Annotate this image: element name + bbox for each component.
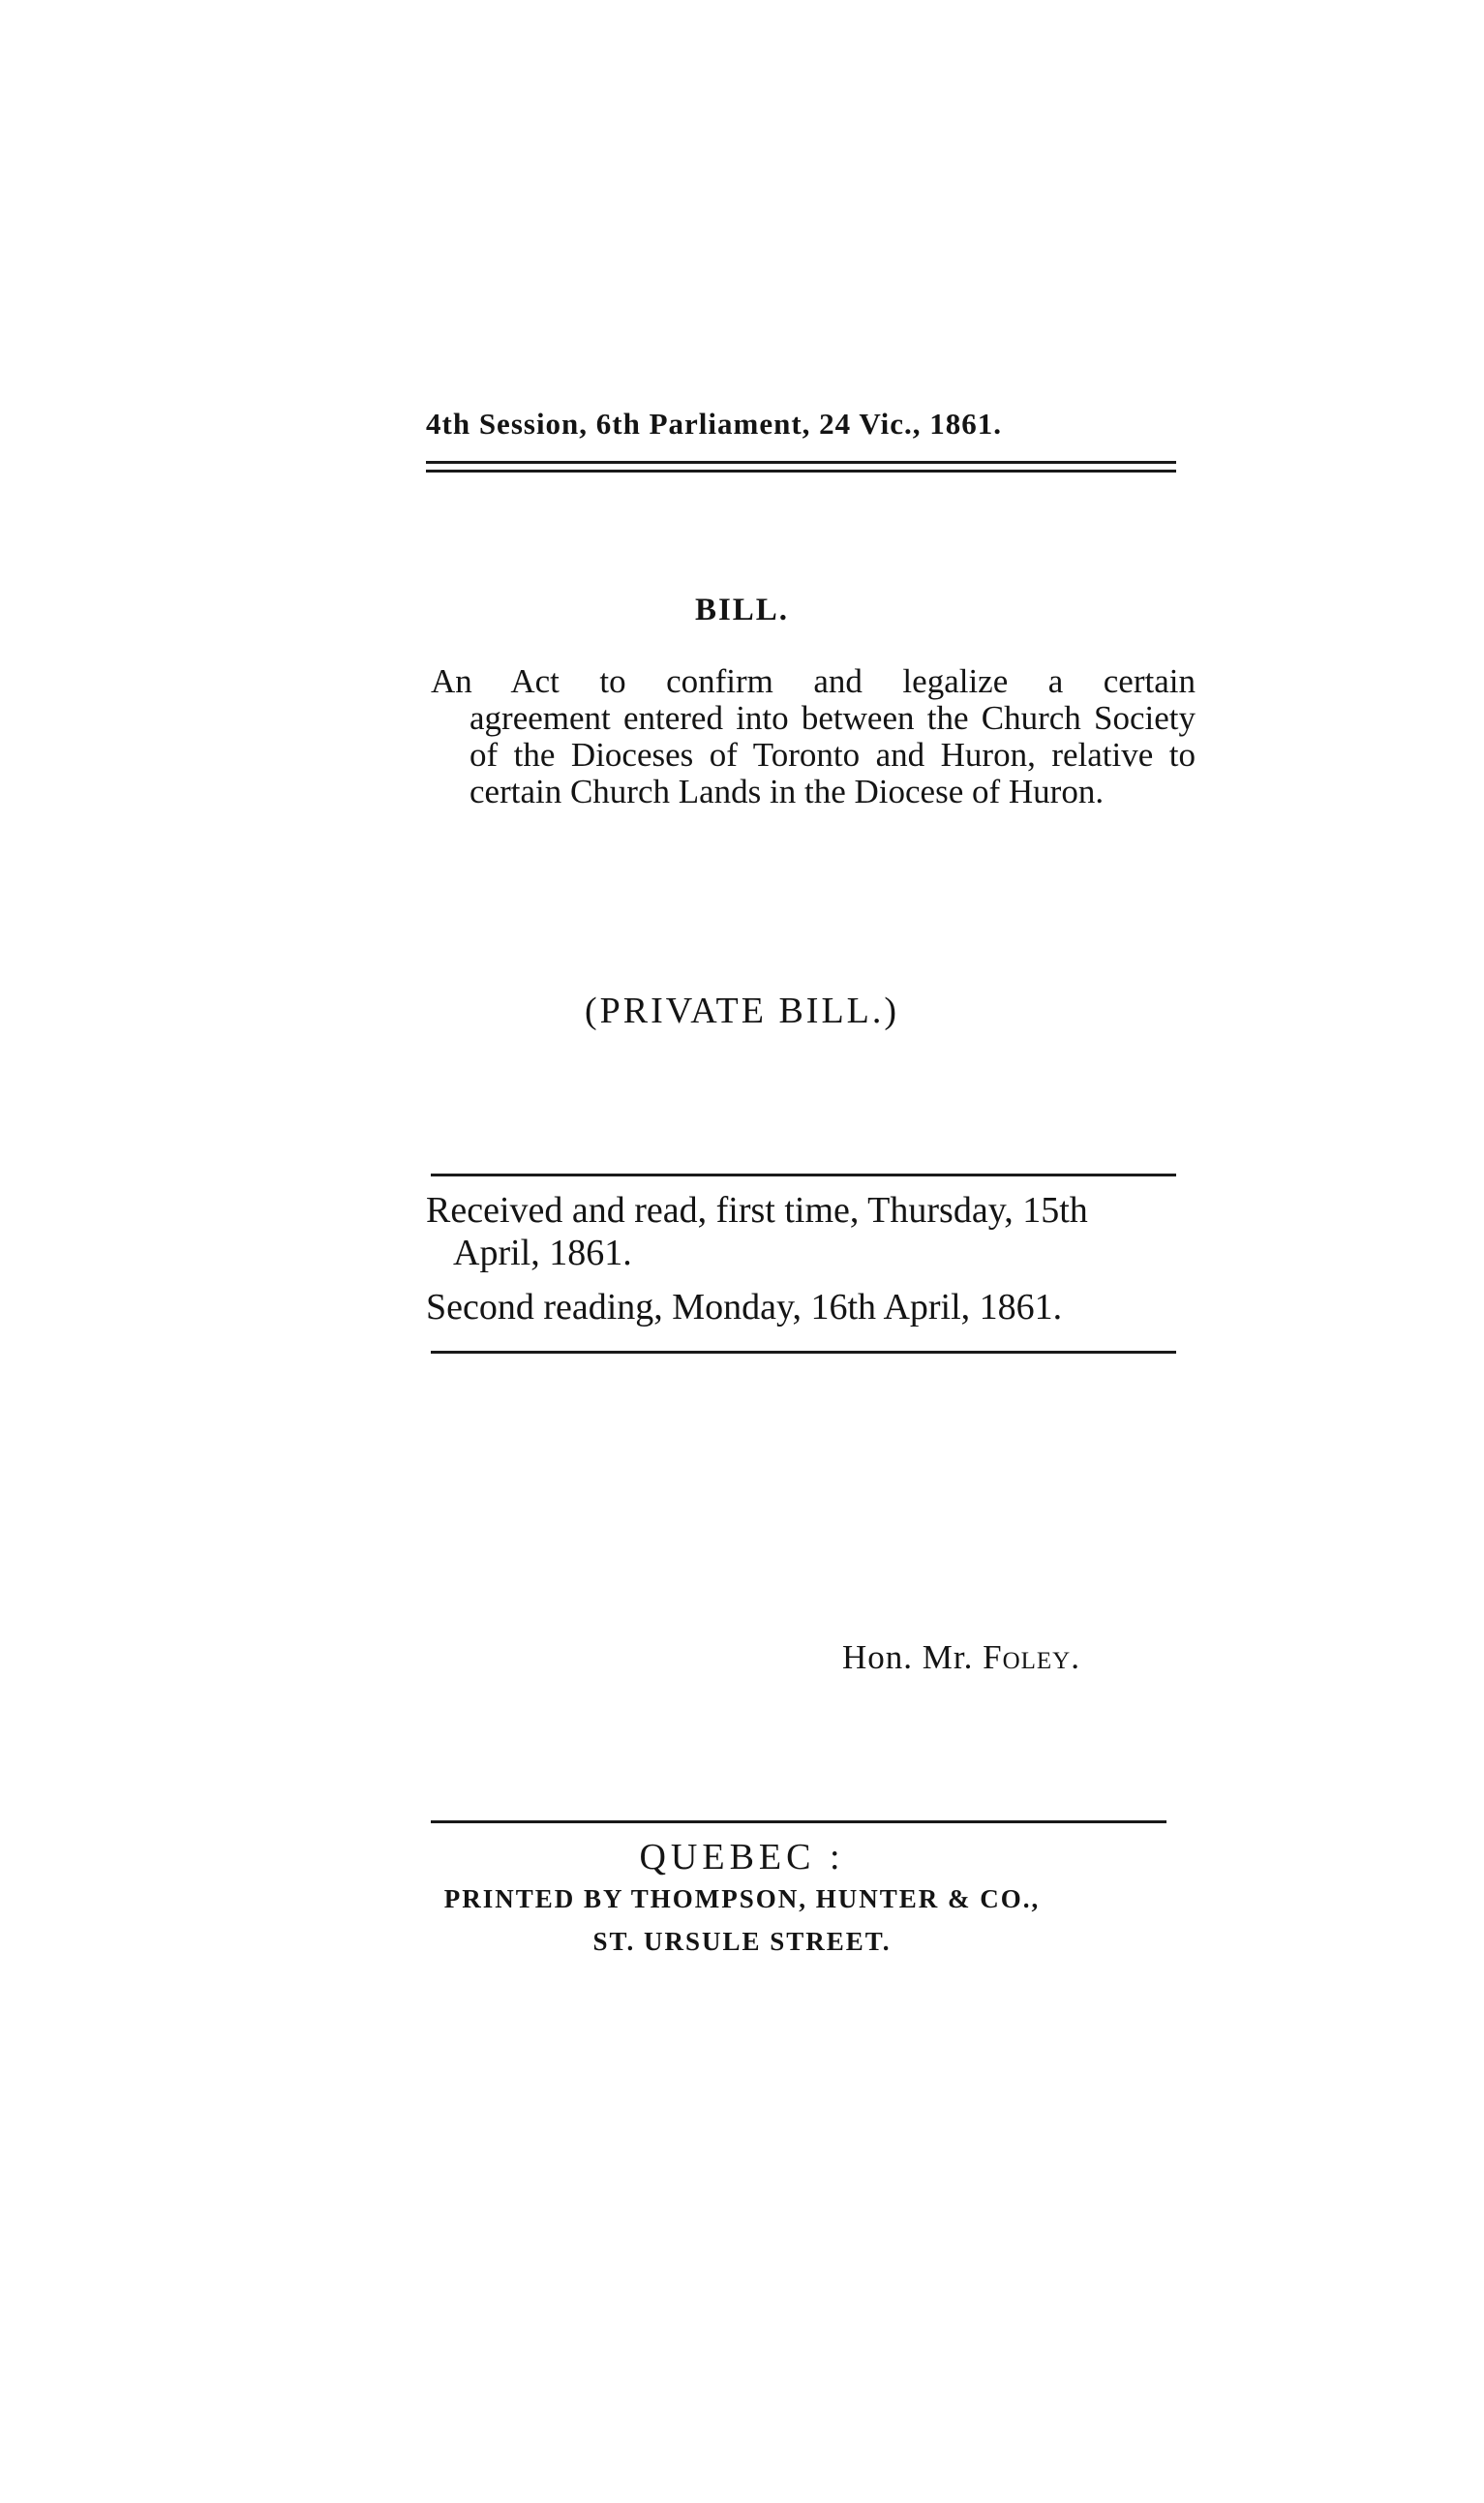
bill-title: BILL. — [694, 593, 790, 627]
sponsor-name — [842, 1638, 1080, 1677]
readings-bottom-rule — [431, 1351, 1176, 1354]
sponsor-surname: Foley. — [983, 1638, 1080, 1676]
first-reading-line: Received and read, first time, Thursday, 15th — [426, 1190, 1088, 1231]
private-bill-label: (PRIVATE BILL.) — [584, 991, 900, 1031]
header-double-rule — [426, 461, 1176, 464]
act-description-first-line: An Act to confirm and legalize a certain — [431, 662, 1196, 700]
sponsor-title: Hon. Mr. — [842, 1638, 984, 1676]
imprint-street: ST. URSULE STREET. — [592, 1927, 892, 1956]
act-description-continuation: agreement entered into between the Church Society of the Dioceses of Toronto and Huron, relative to certain Church Lands in the Diocese of Huron. — [469, 699, 1196, 810]
first-reading — [426, 1189, 1191, 1274]
readings-top-rule — [431, 1174, 1176, 1176]
session-heading: 4th Session, 6th Parliament, 24 Vic., 1861. — [426, 407, 1002, 441]
imprint-city: QUEBEC : — [639, 1837, 845, 1877]
imprint-rule — [431, 1820, 1166, 1823]
imprint-printer: PRINTED BY THOMPSON, HUNTER & CO., — [443, 1884, 1041, 1913]
second-reading: Second reading, Monday, 16th April, 1861. — [426, 1287, 1063, 1328]
readings-record — [426, 1189, 1191, 1340]
act-description — [431, 663, 1196, 810]
first-reading-date: April, 1861. — [453, 1233, 632, 1273]
